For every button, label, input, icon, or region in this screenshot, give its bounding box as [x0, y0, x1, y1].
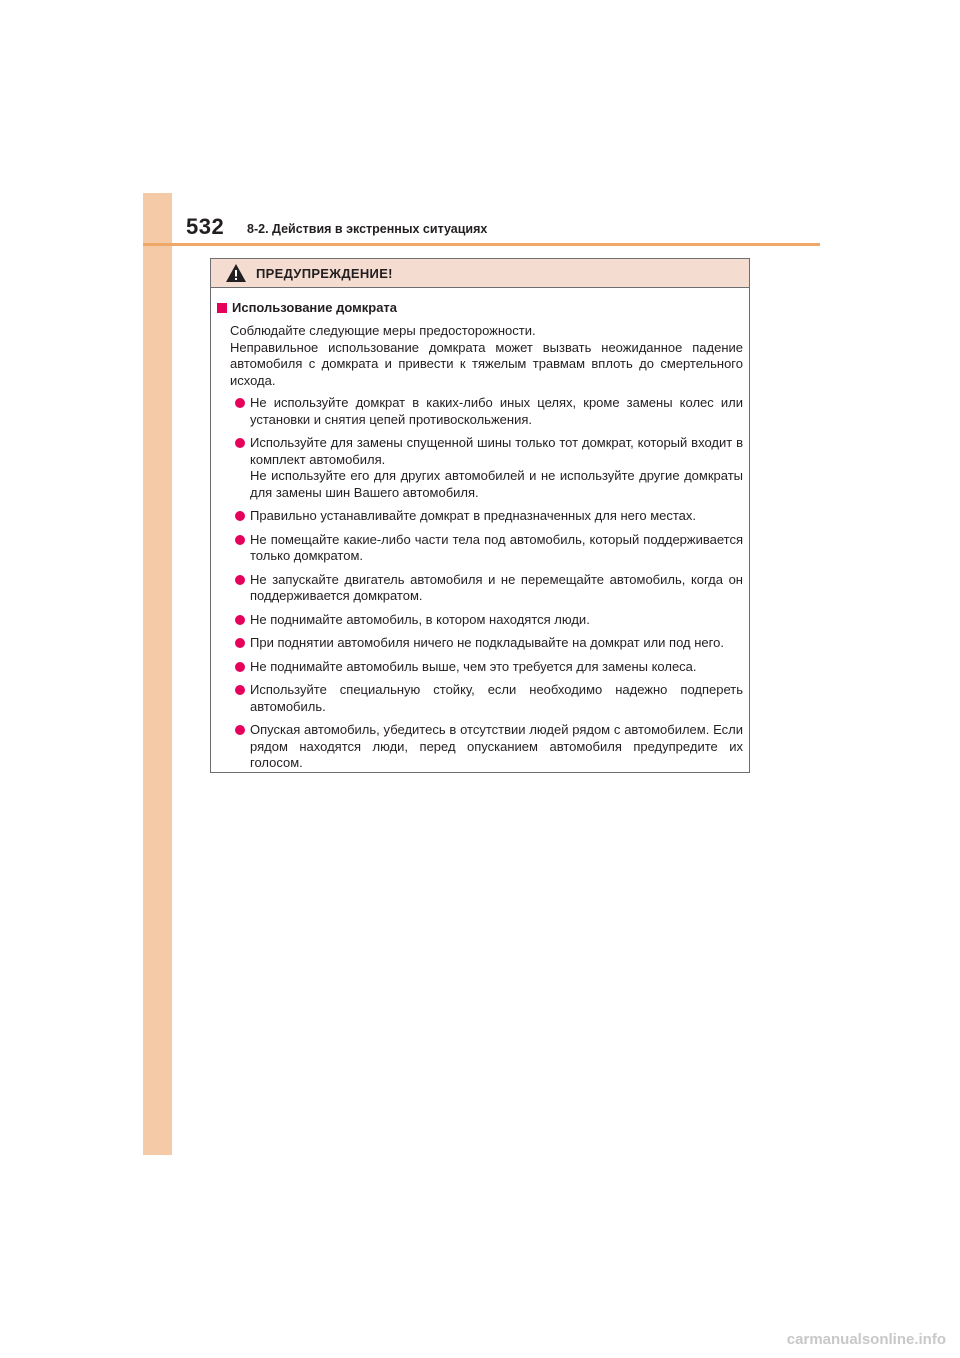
- list-item: [217, 572, 743, 605]
- round-bullet-icon: [235, 575, 245, 585]
- round-bullet-icon: [235, 638, 245, 648]
- list-item: [217, 508, 743, 525]
- round-bullet-icon: [235, 438, 245, 448]
- list-item-text: Используйте для замены спущенной шины только тот домкрат, который входит в комплект автомобиля. Не используйте его для других автомобилей и не используйте другие домкраты для замены шин Вашего автомобиля.: [250, 435, 743, 500]
- list-item: [217, 682, 743, 715]
- bullet-list: [217, 395, 743, 772]
- list-item-text: Не поднимайте автомобиль, в котором находятся люди.: [250, 611, 590, 627]
- list-item-text: Не запускайте двигатель автомобиля и не перемещайте автомобиль, когда он поддерживается домкратом.: [250, 571, 743, 603]
- footer-watermark: carmanualsonline.info: [786, 1331, 946, 1348]
- round-bullet-icon: [235, 511, 245, 521]
- warning-box: [210, 258, 750, 773]
- round-bullet-icon: [235, 725, 245, 735]
- round-bullet-icon: [235, 615, 245, 625]
- list-item: [217, 435, 743, 501]
- list-item: [217, 395, 743, 428]
- list-item-text: Используйте специальную стойку, если необходимо надежно подпереть автомобиль.: [250, 682, 743, 714]
- round-bullet-icon: [235, 535, 245, 545]
- section-title: 8-2. Действия в экстренных ситуациях: [247, 222, 488, 236]
- list-item: [217, 635, 743, 652]
- intro-text: Соблюдайте следующие меры предосторожности. Неправильное использование домкрата может вызвать неожиданное падение автомобиля с домкрата и привести к тяжелым травмам вплоть до смертельного исхода.: [230, 323, 743, 388]
- list-item: [217, 532, 743, 565]
- list-item-text: Правильно устанавливайте домкрат в предназначенных для него местах.: [250, 508, 697, 523]
- warning-header: [211, 259, 749, 288]
- list-item-text: Опуская автомобиль, убедитесь в отсутствии людей рядом с автомобилем. Если рядом находятся люди, перед опусканием автомобиля предупредите их голосом.: [250, 722, 743, 770]
- list-item-text: Не используйте домкрат в каких-либо иных целях, кроме замены колес или установки и снятия цепей противоскольжения.: [250, 395, 743, 427]
- subheading-text: Использование домкрата: [232, 300, 398, 315]
- round-bullet-icon: [235, 685, 245, 695]
- list-item: [217, 722, 743, 772]
- round-bullet-icon: [235, 662, 245, 672]
- header-rule: [143, 243, 820, 246]
- page-number: 532: [186, 214, 225, 239]
- list-item: [217, 612, 743, 629]
- warning-title: ПРЕДУПРЕЖДЕНИЕ!: [256, 265, 393, 281]
- warning-triangle-icon: [225, 263, 247, 283]
- list-item-text: Не помещайте какие-либо части тела под автомобиль, который поддерживается только домкратом.: [250, 531, 743, 563]
- round-bullet-icon: [235, 398, 245, 408]
- list-item: [217, 659, 743, 676]
- side-color-band: [143, 193, 172, 1155]
- square-bullet-icon: [217, 303, 227, 313]
- subheading: [217, 300, 743, 315]
- warning-body: [211, 288, 749, 772]
- list-item-text: При поднятии автомобиля ничего не подкладывайте на домкрат или под него.: [250, 635, 724, 650]
- list-item-text: Не поднимайте автомобиль выше, чем это требуется для замены колеса.: [250, 658, 697, 674]
